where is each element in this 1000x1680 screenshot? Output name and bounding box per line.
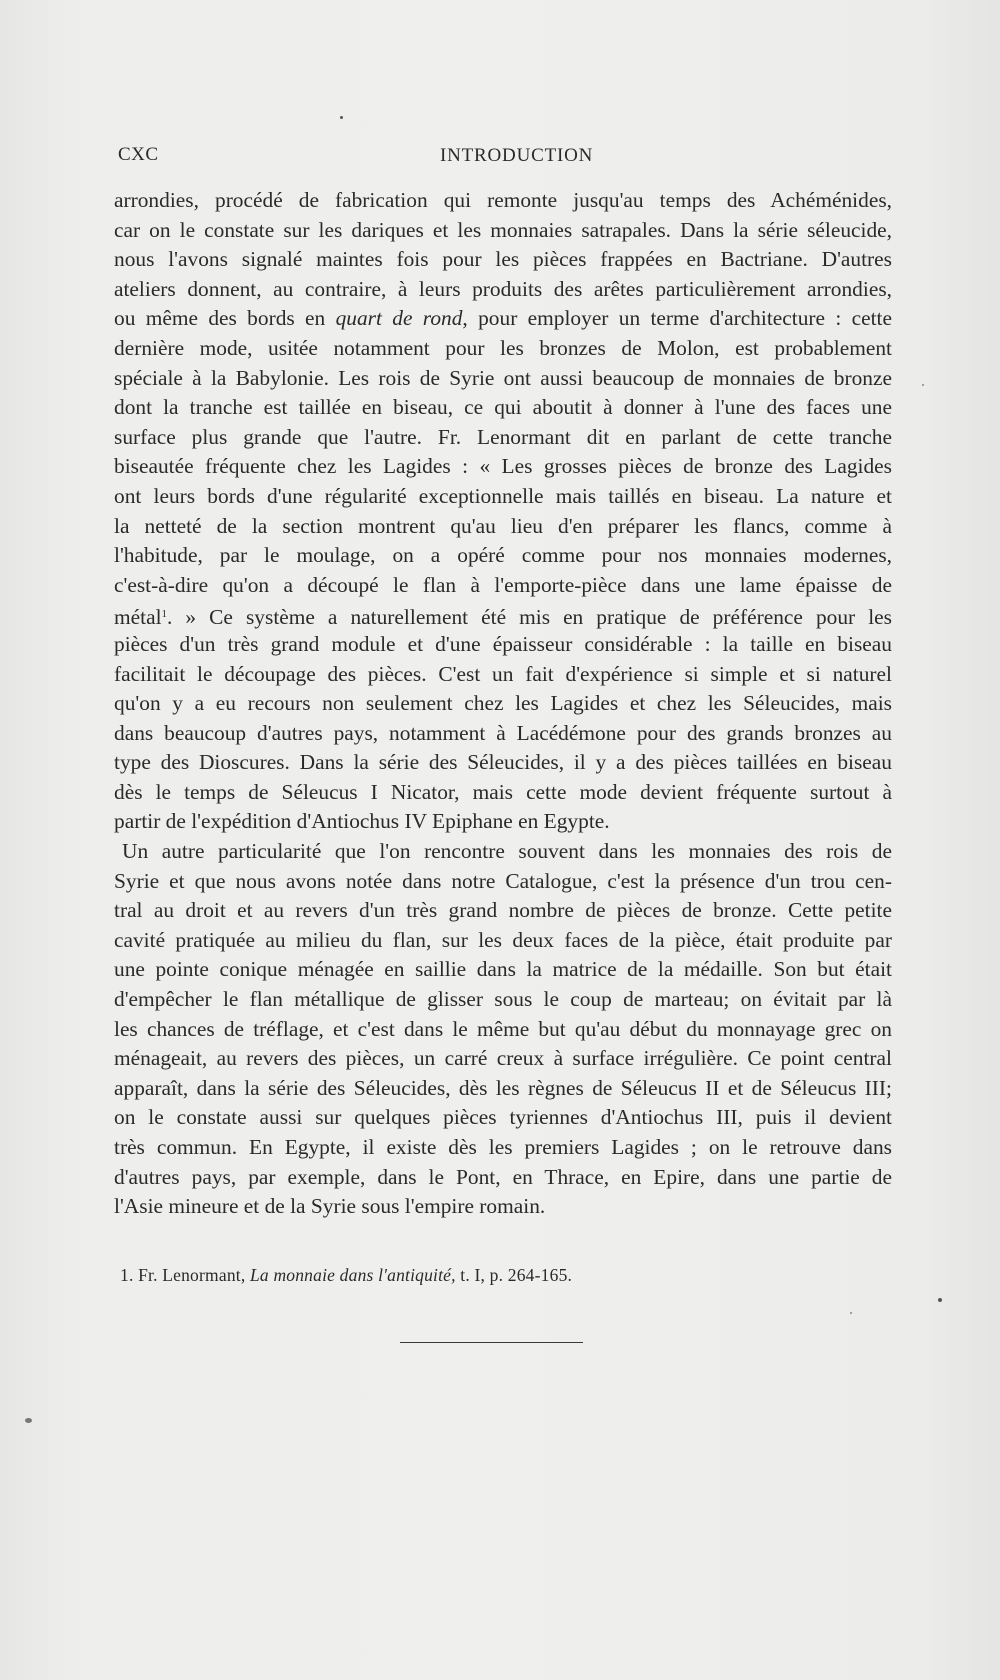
scan-speck [340,116,343,119]
text-line: dont la tranche est taillée en biseau, ce qui aboutit à donner à l'une des faces une [114,395,892,420]
running-head [118,144,888,168]
footnote [120,1265,572,1286]
text-line: qu'on y a eu recours non seulement chez les Lagides et chez les Séleucides, mais [114,691,892,716]
scan-speck [25,1418,32,1423]
text-fragment: . » Ce système a naturellement été mis en pratique de préférence pour les [167,605,892,630]
text-line: d'empêcher le flan métallique de glisser sous le coup de marteau; on évitait par là [114,987,892,1012]
text-line [114,304,892,334]
text-line: tral au droit et au revers d'un très grand nombre de pièces de bronze. Cette petite [114,898,892,923]
text-fragment: , pour employer un terme d'architecture : cette [462,306,892,331]
text-line: on le constate aussi sur quelques pièces tyriennes d'Antiochus III, puis il devient [114,1105,892,1130]
text-line: c'est-à-dire qu'on a découpé le flan à l'emporte-pièce dans une lame épaisse de [114,572,892,597]
text-line: d'autres pays, par exemple, dans le Pont, en Thrace, en Epire, dans une partie de [114,1164,892,1189]
text-line: l'Asie mineure et de la Syrie sous l'empire romain. [114,1194,546,1219]
text-line: ont leurs bords d'une régularité exceptionnelle mais taillés en biseau. La nature et [114,483,892,508]
text-line: cavité pratiquée au milieu du flan, sur les deux faces de la pièce, était produite par [114,927,892,952]
text-fragment: métal [114,605,162,630]
text-line: pièces d'un très grand module et d'une épaisseur considérable : la taille en biseau [114,631,892,656]
text-line: l'habitude, par le moulage, on a opéré comme pour nos monnaies modernes, [114,543,892,568]
text-line: facilitait le découpage des pièces. C'est un fait d'expérience si simple et si naturel [114,661,892,686]
text-line: la netteté de la section montrent qu'au lieu d'en préparer les flancs, comme à [114,513,892,538]
footnote-reference: t. I, p. 264-165. [460,1265,573,1285]
italic-term: quart de rond [335,306,463,331]
text-line: ateliers donnent, au contraire, à leurs produits des arêtes particulièrement arrondies, [114,276,892,301]
end-rule [400,1342,583,1343]
text-line: dernière mode, usitée notamment pour les bronzes de Molon, est probablement [114,335,892,360]
body-text [114,186,892,1222]
text-line: les chances de tréflage, et c'est dans le même but qu'au début du monnayage grec on [114,1016,892,1041]
text-fragment: ou même des bords en [114,306,336,331]
text-line: une pointe conique ménagée en saillie dans la matrice de la médaille. Son but était [114,957,892,982]
text-line: spéciale à la Babylonie. Les rois de Syrie ont aussi beaucoup de monnaies de bronze [114,365,892,390]
running-title: INTRODUCTION [440,145,594,166]
text-line: Syrie et que nous avons notée dans notre Catalogue, c'est la présence d'un trou cen- [114,868,892,893]
page-number: CXC [118,144,159,165]
text-line: Un autre particularité que l'on rencontre souvent dans les monnaies des rois de [122,839,892,864]
text-line: arrondies, procédé de fabrication qui remonte jusqu'au temps des Achéménides, [114,188,892,212]
scan-speck [938,1298,942,1302]
text-line: dans beaucoup d'autres pays, notamment à Lacédémone pour des grands bronzes au [114,720,892,745]
scan-speck [922,384,924,386]
text-line: type des Dioscures. Dans la série des Séleucides, il y a des pièces taillées en biseau [114,750,892,775]
footnote-title: La monnaie dans l'antiquité, [249,1265,456,1285]
text-line: très commun. En Egypte, il existe dès les premiers Lagides ; on le retrouve dans [114,1135,892,1159]
footnote-marker: 1 [161,608,168,621]
text-line: car on le constate sur les dariques et les monnaies satrapales. Dans la série séleucide, [114,217,892,242]
text-line [114,600,892,630]
text-line: biseautée fréquente chez les Lagides : « Les grosses pièces de bronze des Lagides [114,454,892,479]
footnote-author: Fr. Lenormant, [138,1265,246,1285]
text-line: surface plus grande que l'autre. Fr. Lenormant dit en parlant de cette tranche [114,424,892,449]
text-line: apparaît, dans la série des Séleucides, dès les règnes de Séleucus II et de Séleucus III; [114,1075,892,1100]
scan-speck [850,1312,852,1314]
text-line: ménageait, au revers des pièces, un carré creux à surface irrégulière. Ce point central [114,1046,892,1071]
footnote-number: 1. [120,1265,134,1285]
text-line: partir de l'expédition d'Antiochus IV Epiphane en Egypte. [114,809,610,834]
text-line: dès le temps de Séleucus I Nicator, mais cette mode devient fréquente surtout à [114,779,892,804]
text-line: nous l'avons signalé maintes fois pour les pièces frappées en Bactriane. D'autres [114,247,892,272]
